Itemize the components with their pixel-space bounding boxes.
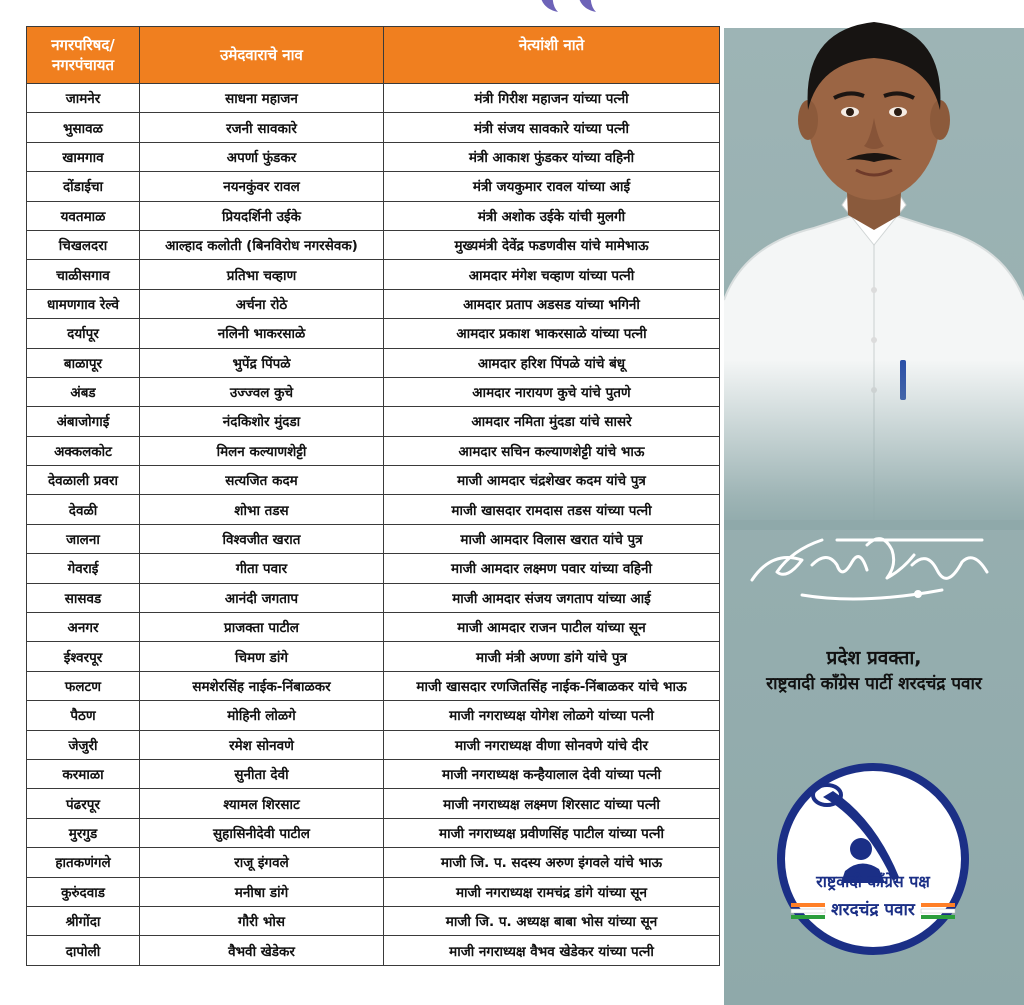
cell-candidate: श्यामल शिरसाट <box>140 789 384 818</box>
cell-candidate: सत्यजित कदम <box>140 466 384 495</box>
table-row <box>27 701 720 730</box>
portrait-fade <box>724 360 1024 530</box>
cell-relation: माजी नगराध्यक्ष योगेश लोळगे यांच्या पत्नी <box>384 701 720 730</box>
cell-candidate: मनीषा डांगे <box>140 877 384 906</box>
table-row <box>27 113 720 142</box>
cell-municipality: करमाळा <box>27 759 140 788</box>
cell-municipality: बाळापूर <box>27 348 140 377</box>
cell-municipality: अक्कलकोट <box>27 436 140 465</box>
cell-relation: आमदार नमिता मुंदडा यांचे सासरे <box>384 407 720 436</box>
table-row <box>27 877 720 906</box>
cell-relation: आमदार मंगेश चव्हाण यांच्या पत्नी <box>384 260 720 289</box>
table-row <box>27 84 720 113</box>
table-row <box>27 377 720 406</box>
cell-relation: माजी खासदार रामदास तडस यांच्या पत्नी <box>384 495 720 524</box>
cell-municipality: गेवराई <box>27 554 140 583</box>
cell-candidate: मोहिनी लोळगे <box>140 701 384 730</box>
cell-relation: माजी नगराध्यक्ष वैभव खेडेकर यांच्या पत्नी <box>384 936 720 965</box>
table-row <box>27 671 720 700</box>
cell-candidate: आनंदी जगताप <box>140 583 384 612</box>
candidates-table <box>26 26 719 966</box>
cell-candidate: आल्हाद कलोती (बिनविरोध नगरसेवक) <box>140 230 384 259</box>
cell-municipality: मुरगुड <box>27 818 140 847</box>
cell-candidate: साधना महाजन <box>140 84 384 113</box>
cell-relation: माजी आमदार राजन पाटील यांच्या सून <box>384 613 720 642</box>
cell-municipality: खामगाव <box>27 142 140 171</box>
table-row <box>27 848 720 877</box>
table-row <box>27 466 720 495</box>
cell-candidate: अपर्णा फुंडकर <box>140 142 384 171</box>
cell-candidate: भुपेंद्र पिंपळे <box>140 348 384 377</box>
cell-relation: माजी खासदार रणजितसिंह नाईक-निंबाळकर यांचे भाऊ <box>384 671 720 700</box>
cell-candidate: रजनी सावकारे <box>140 113 384 142</box>
table-row <box>27 524 720 553</box>
table-body <box>27 84 720 966</box>
cell-candidate: गीता पवार <box>140 554 384 583</box>
cell-relation: आमदार प्रताप अडसड यांच्या भगिनी <box>384 289 720 318</box>
cell-candidate: मिलन कल्याणशेट्टी <box>140 436 384 465</box>
cell-municipality: दापोली <box>27 936 140 965</box>
cell-relation: आमदार नारायण कुचे यांचे पुतणे <box>384 377 720 406</box>
cell-candidate: गौरी भोस <box>140 906 384 935</box>
cell-candidate: प्राजक्ता पाटील <box>140 613 384 642</box>
table-row <box>27 260 720 289</box>
table-row <box>27 554 720 583</box>
cell-candidate: सुनीता देवी <box>140 759 384 788</box>
table-row <box>27 613 720 642</box>
cell-municipality: चिखलदरा <box>27 230 140 259</box>
table-row <box>27 583 720 612</box>
table-header-row <box>27 27 720 84</box>
cell-relation: माजी आमदार विलास खरात यांचे पुत्र <box>384 524 720 553</box>
cell-candidate: शोभा तडस <box>140 495 384 524</box>
cell-municipality: जालना <box>27 524 140 553</box>
cell-relation: माजी नगराध्यक्ष प्रवीणसिंह पाटील यांच्या पत्नी <box>384 818 720 847</box>
cell-relation: माजी जि. प. अध्यक्ष बाबा भोस यांच्या सून <box>384 906 720 935</box>
cell-municipality: श्रीगोंदा <box>27 906 140 935</box>
cell-relation: मंत्री अशोक उईके यांची मुलगी <box>384 201 720 230</box>
table-row <box>27 436 720 465</box>
cell-municipality: चाळीसगाव <box>27 260 140 289</box>
cell-municipality: पैठण <box>27 701 140 730</box>
cell-relation: माजी नगराध्यक्ष वीणा सोनवणे यांचे दीर <box>384 730 720 759</box>
table-row <box>27 142 720 171</box>
cell-relation: माजी नगराध्यक्ष लक्ष्मण शिरसाट यांच्या पत्नी <box>384 789 720 818</box>
table-row <box>27 201 720 230</box>
cell-municipality: देवळाली प्रवरा <box>27 466 140 495</box>
cell-municipality: दोंडाईचा <box>27 172 140 201</box>
cell-relation: माजी जि. प. सदस्य अरुण इंगवले यांचे भाऊ <box>384 848 720 877</box>
quote-mark-icon <box>532 0 622 16</box>
cell-municipality: ईश्वरपूर <box>27 642 140 671</box>
cell-municipality: यवतमाळ <box>27 201 140 230</box>
table-row <box>27 230 720 259</box>
table-row <box>27 495 720 524</box>
cell-candidate: प्रियदर्शिनी उईके <box>140 201 384 230</box>
cell-municipality: हातकणंगले <box>27 848 140 877</box>
cell-municipality: अंबाजोगाई <box>27 407 140 436</box>
cell-relation: माजी नगराध्यक्ष कन्हैयालाल देवी यांच्या पत्नी <box>384 759 720 788</box>
cell-municipality: फलटण <box>27 671 140 700</box>
table-row <box>27 906 720 935</box>
party-name: राष्ट्रवादी काँग्रेस पार्टी शरदचंद्र पवार <box>766 674 982 694</box>
cell-municipality: सासवड <box>27 583 140 612</box>
cell-municipality: जामनेर <box>27 84 140 113</box>
cell-candidate: अर्चना रोठे <box>140 289 384 318</box>
cell-municipality: जेजुरी <box>27 730 140 759</box>
table-row <box>27 172 720 201</box>
cell-relation: माजी मंत्री अण्णा डांगे यांचे पुत्र <box>384 642 720 671</box>
cell-candidate: उज्ज्वल कुचे <box>140 377 384 406</box>
cell-municipality: दर्यापूर <box>27 319 140 348</box>
cell-relation: मंत्री जयकुमार रावल यांच्या आई <box>384 172 720 201</box>
cell-relation: मंत्री संजय सावकारे यांच्या पत्नी <box>384 113 720 142</box>
cell-relation: मंत्री गिरीश महाजन यांच्या पत्नी <box>384 84 720 113</box>
signature-image <box>742 510 1012 625</box>
cell-municipality: अंबड <box>27 377 140 406</box>
cell-candidate: विश्वजीत खरात <box>140 524 384 553</box>
spokesperson-title: प्रदेश प्रवक्ता, <box>826 647 922 669</box>
spokesperson-block <box>724 645 1024 697</box>
table-row <box>27 348 720 377</box>
cell-relation: आमदार सचिन कल्याणशेट्टी यांचे भाऊ <box>384 436 720 465</box>
cell-municipality: भुसावळ <box>27 113 140 142</box>
cell-candidate: प्रतिभा चव्हाण <box>140 260 384 289</box>
table-row <box>27 319 720 348</box>
cell-candidate: नलिनी भाकरसाळे <box>140 319 384 348</box>
logo-party-name: राष्ट्रवादी काँग्रेस पक्ष <box>816 872 930 891</box>
cell-candidate: सुहासिनीदेवी पाटील <box>140 818 384 847</box>
table-row <box>27 789 720 818</box>
cell-candidate: रमेश सोनवणे <box>140 730 384 759</box>
cell-relation: आमदार प्रकाश भाकरसाळे यांच्या पत्नी <box>384 319 720 348</box>
table-row <box>27 407 720 436</box>
cell-relation: माजी नगराध्यक्ष रामचंद्र डांगे यांच्या सून <box>384 877 720 906</box>
cell-relation: मंत्री आकाश फुंडकर यांच्या वहिनी <box>384 142 720 171</box>
cell-candidate: वैभवी खेडेकर <box>140 936 384 965</box>
table-row <box>27 936 720 965</box>
header-municipal-council: नगरपरिषद/ नगरपंचायत <box>27 27 140 84</box>
cell-relation: माजी आमदार चंद्रशेखर कदम यांचे पुत्र <box>384 466 720 495</box>
cell-municipality: अनगर <box>27 613 140 642</box>
logo-leader-name: शरदचंद्र पवार <box>831 900 915 920</box>
cell-candidate: राजू इंगवले <box>140 848 384 877</box>
cell-relation: माजी आमदार संजय जगताप यांच्या आई <box>384 583 720 612</box>
header-relation: नेत्यांशी नाते <box>384 27 720 84</box>
header-candidate-name: उमेदवाराचे नाव <box>140 27 384 84</box>
cell-candidate: नयनकुंवर रावल <box>140 172 384 201</box>
table-row <box>27 642 720 671</box>
cell-municipality: पंढरपूर <box>27 789 140 818</box>
cell-candidate: नंदकिशोर मुंदडा <box>140 407 384 436</box>
cell-relation: आमदार हरिश पिंपळे यांचे बंधू <box>384 348 720 377</box>
cell-municipality: देवळी <box>27 495 140 524</box>
table-row <box>27 730 720 759</box>
cell-candidate: समशेरसिंह नाईक-निंबाळकर <box>140 671 384 700</box>
table-row <box>27 289 720 318</box>
cell-candidate: चिमण डांगे <box>140 642 384 671</box>
cell-relation: माजी आमदार लक्ष्मण पवार यांच्या वहिनी <box>384 554 720 583</box>
table-row <box>27 759 720 788</box>
cell-municipality: धामणगाव रेल्वे <box>27 289 140 318</box>
cell-relation: मुख्यमंत्री देवेंद्र फडणवीस यांचे मामेभाऊ <box>384 230 720 259</box>
cell-municipality: कुरुंदवाड <box>27 877 140 906</box>
table-row <box>27 818 720 847</box>
party-logo-icon <box>775 761 971 957</box>
